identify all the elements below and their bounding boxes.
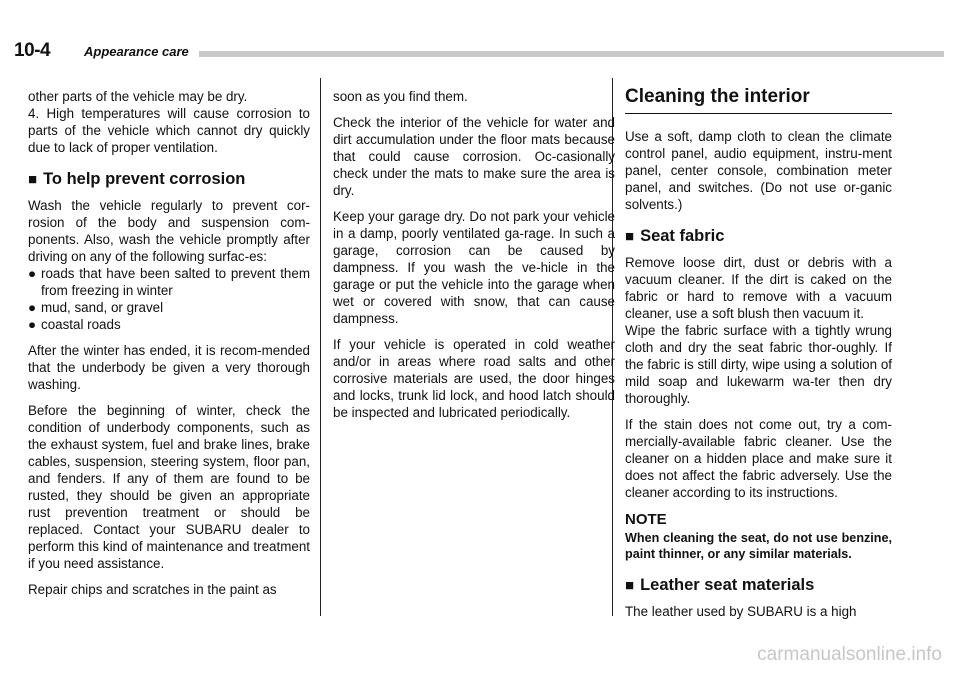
- paragraph: Wash the vehicle regularly to prevent cor-rosion of the body and suspension com-ponents. Also, wash the vehicle promptly after driving on any of the following surfac-es:: [28, 198, 310, 264]
- watermark: carmanualsonline.info: [757, 644, 942, 665]
- bullet-list: [28, 265, 310, 333]
- column-divider-1: [320, 78, 321, 616]
- bullet-icon: ●: [28, 317, 37, 332]
- paragraph: The leather used by SUBARU is a high: [625, 604, 857, 619]
- section-heading: Cleaning the interior: [625, 86, 892, 114]
- paragraph: Wipe the fabric surface with a tightly wrung cloth and dry the seat fabric thor-oughly. If the fabric is still dirty, wipe using a solution of mild soap and lukewarm wa-ter then dry thoroughly.: [625, 323, 892, 406]
- header-rule: [199, 51, 944, 57]
- paragraph: If the stain does not come out, try a com-mercially-available fabric cleaner. Use the cleaner on a hidden place and make sure it does not affect the fabric adversely. Use the cleaner according to its instructions.: [625, 417, 892, 500]
- bullet-icon: ●: [28, 300, 37, 315]
- paragraph: If your vehicle is operated in cold weather and/or in areas where road salts and other corrosive materials are used, the door hinges and locks, trunk lid lock, and hood latch should be inspected and lubricated periodically.: [333, 337, 615, 420]
- list-item: ● roads that have been salted to prevent them from freezing in winter: [28, 266, 310, 298]
- paragraph: Repair chips and scratches in the paint as: [28, 582, 277, 597]
- column-left: [28, 88, 310, 607]
- subheading-seat-fabric: ■ Seat fabric: [625, 227, 725, 245]
- bullet-icon: ●: [28, 266, 37, 281]
- page-number: 10-4: [14, 40, 51, 61]
- square-bullet-icon: ■: [625, 228, 635, 245]
- page-header: [14, 40, 944, 64]
- paragraph: Use a soft, damp cloth to clean the climate control panel, audio equipment, instru-ment panel, center console, combination meter panel, and switches. (Do not use or-ganic solvents.): [625, 129, 892, 212]
- paragraph: Check the interior of the vehicle for water and dirt accumulation under the floor mats because that could cause corrosion. Oc-casionally check under the mats to make sure the area is dry.: [333, 115, 615, 198]
- paragraph: After the winter has ended, it is recom-mended that the underbody be given a very thorough washing.: [28, 343, 310, 392]
- paragraph: other parts of the vehicle may be dry.: [28, 89, 248, 104]
- paragraph: Keep your garage dry. Do not park your vehicle in a damp, poorly ventilated ga-rage. In such a garage, corrosion can be caused by dampness. If you wash the ve-hicle in the garage or put the vehicle into the garage when wet or covered with snow, that can cause dampness.: [333, 209, 615, 326]
- paragraph: 4. High temperatures will cause corrosion to parts of the vehicle which cannot dry quickly due to lack of proper ventilation.: [28, 106, 310, 155]
- square-bullet-icon: ■: [28, 171, 38, 188]
- square-bullet-icon: ■: [625, 577, 635, 594]
- subheading-corrosion: ■ To help prevent corrosion: [28, 170, 246, 188]
- note-text: When cleaning the seat, do not use benzine, paint thinner, or any similar materials.: [625, 531, 892, 561]
- list-item: ● mud, sand, or gravel: [28, 300, 164, 315]
- subheading-leather: ■ Leather seat materials: [625, 576, 815, 594]
- note-title: NOTE: [625, 511, 667, 528]
- paragraph: Remove loose dirt, dust or debris with a vacuum cleaner. If the dirt is caked on the fabric or hard to remove with a vacuum cleaner, use a soft blush then vacuum it.: [625, 255, 892, 321]
- paragraph: Before the beginning of winter, check the condition of underbody components, such as the exhaust system, fuel and brake lines, brake cables, suspension, steering system, floor pan, and fenders. If any of them are found to be rusted, they should be given an appropriate rust prevention treatment or should be replaced. Contact your SUBARU dealer to perform this kind of maintenance and treatment if you need assistance.: [28, 403, 310, 571]
- paragraph: soon as you find them.: [333, 89, 468, 104]
- section-title: Appearance care: [84, 44, 189, 59]
- column-middle: [333, 88, 615, 430]
- list-item: ● coastal roads: [28, 317, 121, 332]
- column-right: [625, 86, 892, 629]
